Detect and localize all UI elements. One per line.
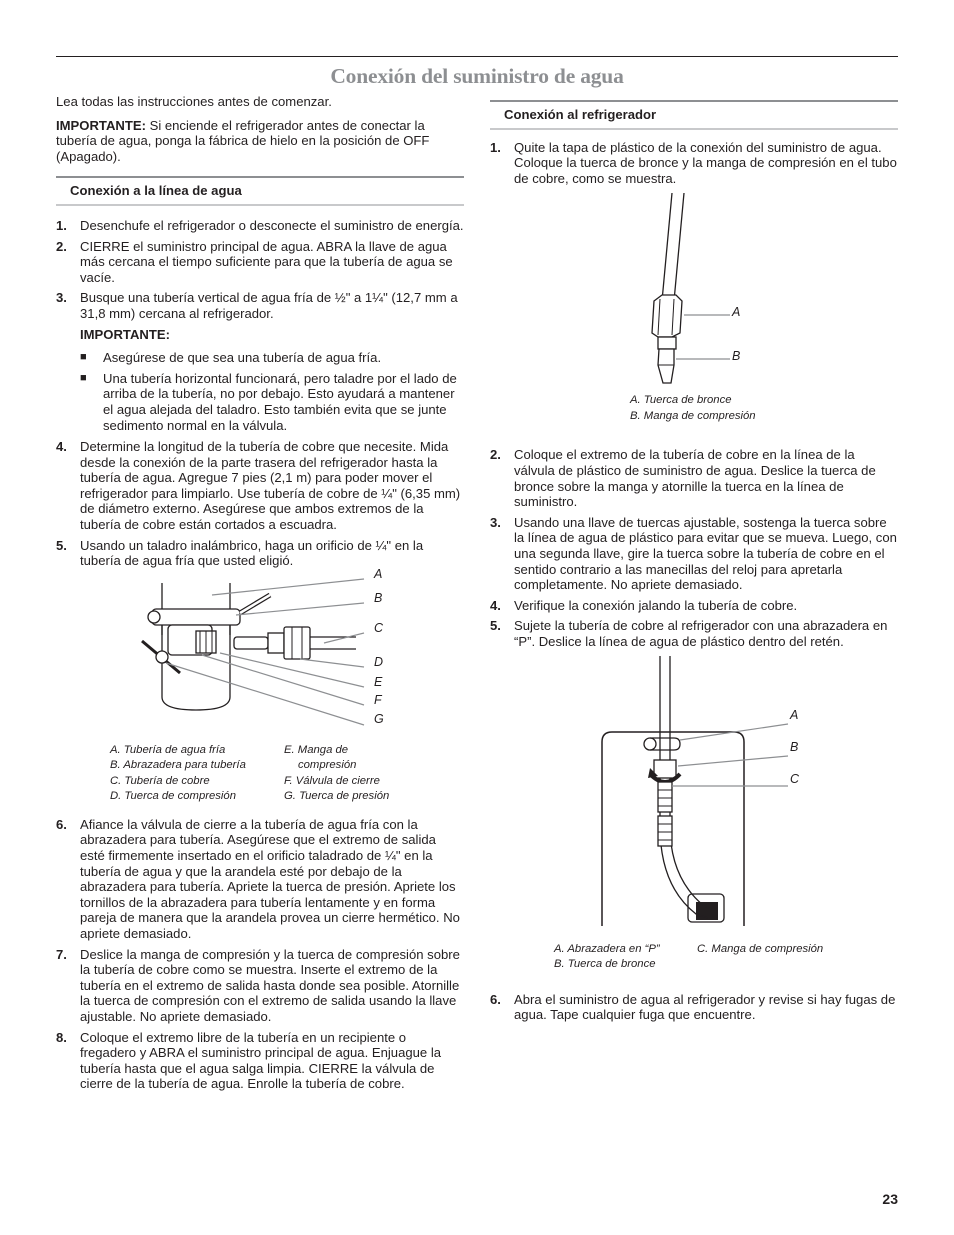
valve-caption-d: D. Tuerca de compresión bbox=[110, 790, 236, 803]
step-number: 1. bbox=[490, 139, 501, 155]
step-text: Verifique la conexión jalando la tubería de cobre. bbox=[514, 597, 798, 613]
step-number: 4. bbox=[490, 597, 501, 613]
bullet-text: Una tubería horizontal funcionará, pero taladre por el lado de arriba de la tubería, no por debajo. Esto ayudará a mantener el agua alejada del taladro. Esto también evita que se junte sedimento normal en la válvula. bbox=[103, 370, 457, 433]
left-a-step bbox=[56, 290, 464, 321]
left-c-step bbox=[56, 817, 464, 942]
steps-list-c bbox=[56, 817, 464, 1092]
valve-label-c: C bbox=[374, 620, 384, 635]
important-text: Si enciende el refrigerador antes de conectar la tubería de agua, ponga la fábrica de hielo en la posición de OFF (Apagado). bbox=[56, 117, 430, 164]
nut-label-b: B bbox=[732, 349, 741, 364]
step-number: 3. bbox=[490, 514, 501, 530]
clamp-label-b: B bbox=[790, 739, 799, 754]
valve-caption-b: B. Abrazadera para tubería bbox=[110, 759, 246, 772]
valve-label-d: D bbox=[374, 654, 384, 669]
step-text: Desenchufe el refrigerador o desconecte el suministro de energía. bbox=[80, 217, 464, 233]
right-step bbox=[490, 618, 898, 649]
left-b-step bbox=[56, 538, 464, 569]
bullet-item bbox=[80, 371, 464, 433]
valve-caption-g: G. Tuerca de presión bbox=[284, 790, 390, 803]
valve-caption-col1 bbox=[110, 743, 280, 805]
clamp-illustration bbox=[490, 656, 898, 946]
section-heading-refrigerator: Conexión al refrigerador bbox=[490, 100, 898, 130]
clamp-caption-a: A. Abrazadera en “P” bbox=[554, 942, 660, 955]
page-number: 23 bbox=[882, 1191, 898, 1207]
bullet-item bbox=[80, 350, 464, 366]
left-c-step bbox=[56, 947, 464, 1025]
bullet-square-icon: ■ bbox=[80, 351, 87, 364]
nut-caption bbox=[630, 393, 756, 424]
step-text: Afiance la válvula de cierre a la tubería de agua fría con la abrazadera para tubería. Asegúrese que el extremo de salida esté firmemente insertado en el orificio taladrado de ¼" en la tubería de agua y que la arandela esté por debajo de la abrazadera para tubería. Apriete la tuerca de presión. Apriete los tornillos de la abrazadera para tubería lentamente y en forma pareja de manera que la arandela provea un cierre hermético. No apriete demasiado. bbox=[80, 816, 460, 941]
clamp-caption-b: B. Tuerca de bronce bbox=[554, 958, 656, 970]
step-text: Coloque el extremo libre de la tubería en un recipiente o fregadero y ABRA el suministro principal de agua. Enjuague la tubería hasta que el agua salga limpia. CIERRE la válvula de cierre de la tubería de agua. Enrolle la tubería de cobre. bbox=[80, 1029, 442, 1092]
nut-caption-b: B. Manga de compresión bbox=[630, 409, 756, 422]
step-text: Abra el suministro de agua al refrigerador y revise si hay fugas de agua. Tape cualquier fuga que encuentre. bbox=[514, 991, 896, 1023]
step-number: 5. bbox=[490, 618, 501, 634]
clamp-caption-col1 bbox=[554, 942, 694, 973]
left-column bbox=[56, 94, 464, 1097]
step-text: Usando una llave de tuercas ajustable, sostenga la tuerca sobre la línea de agua de plástico para evitar que se mueva. Luego, con una segunda llave, gire la tuerca sobre la tubería de cobre en el sentido contrario a las manecillas del reloj para apretarla completamente. No apriete demasiado. bbox=[514, 514, 897, 593]
valve-caption-col2 bbox=[284, 743, 434, 805]
clamp-figure bbox=[490, 656, 898, 992]
right-step bbox=[490, 447, 898, 509]
valve-caption-c: C. Tubería de cobre bbox=[110, 774, 210, 787]
step-text: Coloque el extremo de la tubería de cobre en la línea de la válvula de plástico de suministro de agua. Deslice la tuerca de bronce sobre la manga y atornille la tuerca en la línea de suministro. bbox=[514, 447, 876, 510]
step-r1 bbox=[490, 140, 898, 187]
step-text: Sujete la tubería de cobre al refrigerador con una abrazadera en “P”. Deslice la línea de agua de plástico dentro del retén. bbox=[514, 618, 888, 649]
valve-label-b: B bbox=[374, 590, 383, 605]
right-step bbox=[490, 515, 898, 593]
bullets-list bbox=[56, 350, 464, 433]
clamp-caption-c: C. Manga de compresión bbox=[697, 942, 824, 955]
valve-label-a: A bbox=[374, 566, 383, 581]
step-number: 4. bbox=[56, 439, 67, 455]
valve-label-f: F bbox=[374, 692, 382, 707]
step-number: 6. bbox=[490, 991, 501, 1007]
nut-figure bbox=[490, 191, 898, 447]
left-b-step bbox=[56, 439, 464, 533]
valve-caption-e: E. Manga de bbox=[284, 743, 349, 756]
step-text: Usando un taladro inalámbrico, haga un orificio de ¼" en la tubería de agua fría que usted eligió. bbox=[80, 537, 424, 569]
step-text: Determine la longitud de la tubería de cobre que necesite. Mida desde la conexión de la parte trasera del refrigerador hasta la tubería de agua. Agregue 7 pies (2,1 m) para poder mover el refrigerador para limpiarlo. Use tubería de cobre de ¼" (6,35 mm) de diámetro externo. Asegúrese que ambos extremos de la tubería de cobre están cortados a escuadra. bbox=[80, 439, 461, 533]
step-number: 8. bbox=[56, 1029, 67, 1045]
steps-list-mid bbox=[490, 447, 898, 649]
valve-caption-f: F. Válvula de cierre bbox=[284, 774, 380, 787]
top-rule bbox=[56, 56, 898, 57]
valve-caption-e-cont: compresión bbox=[298, 759, 357, 772]
important-label: IMPORTANTE: bbox=[56, 117, 146, 133]
intro-text: Lea todas las instrucciones antes de comenzar. bbox=[56, 94, 332, 109]
valve-label-e: E bbox=[374, 674, 383, 689]
right-column bbox=[490, 100, 898, 1028]
nut-caption-a: A. Tuerca de bronce bbox=[630, 394, 732, 407]
valve-caption-a: A. Tubería de agua fría bbox=[110, 743, 226, 756]
page-title: Conexión del suministro de agua bbox=[330, 64, 624, 88]
steps-list-b bbox=[56, 439, 464, 569]
nut-label-a: A bbox=[732, 305, 741, 320]
step-number: 2. bbox=[490, 447, 501, 463]
step-text: Deslice la manga de compresión y la tuerca de compresión sobre la tubería de cobre como se muestra. Inserte el extremo de la tubería en el extremo de salida hasta donde sea posible. Atornille la tuerca de compresión con el extremo de salida usando la llave ajustable. No apriete demasiado. bbox=[80, 946, 460, 1024]
step-text: CIERRE el suministro principal de agua. ABRA la llave de agua más cercana el tiempo suficiente para que la tubería de agua se vacíe. bbox=[80, 238, 453, 285]
bullet-text: Asegúrese de que sea una tubería de agua fría. bbox=[103, 350, 382, 366]
step-number: 7. bbox=[56, 946, 67, 962]
valve-figure bbox=[56, 566, 464, 807]
right-step bbox=[490, 598, 898, 614]
section-heading-water-line: Conexión a la línea de agua bbox=[56, 176, 464, 206]
steps-list-a bbox=[56, 218, 464, 322]
valve-illustration bbox=[56, 575, 464, 765]
valve-label-g: G bbox=[374, 711, 384, 726]
step-r6 bbox=[490, 992, 898, 1023]
step-number: 3. bbox=[56, 290, 67, 306]
step-text: Busque una tubería vertical de agua fría de ½" a 1¼" (12,7 mm a 31,8 mm) cercana al refrigerador. bbox=[80, 290, 458, 321]
left-c-step bbox=[56, 1030, 464, 1092]
nut-illustration bbox=[490, 191, 898, 401]
step-number: 5. bbox=[56, 537, 67, 553]
left-a-step bbox=[56, 218, 464, 234]
clamp-label-c: C bbox=[790, 771, 800, 786]
step-number: 2. bbox=[56, 238, 67, 254]
step-text: Quite la tapa de plástico de la conexión del suministro de agua. Coloque la tuerca de bronce y la manga de compresión en el tubo de cobre, como se muestra. bbox=[514, 139, 897, 186]
clamp-label-a: A bbox=[790, 707, 799, 722]
important-note bbox=[56, 118, 464, 165]
step-number: 6. bbox=[56, 816, 67, 832]
left-a-step bbox=[56, 239, 464, 286]
step-number: 1. bbox=[56, 217, 67, 233]
important-label-2: IMPORTANTE: bbox=[80, 326, 170, 342]
bullet-square-icon: ■ bbox=[80, 371, 87, 384]
